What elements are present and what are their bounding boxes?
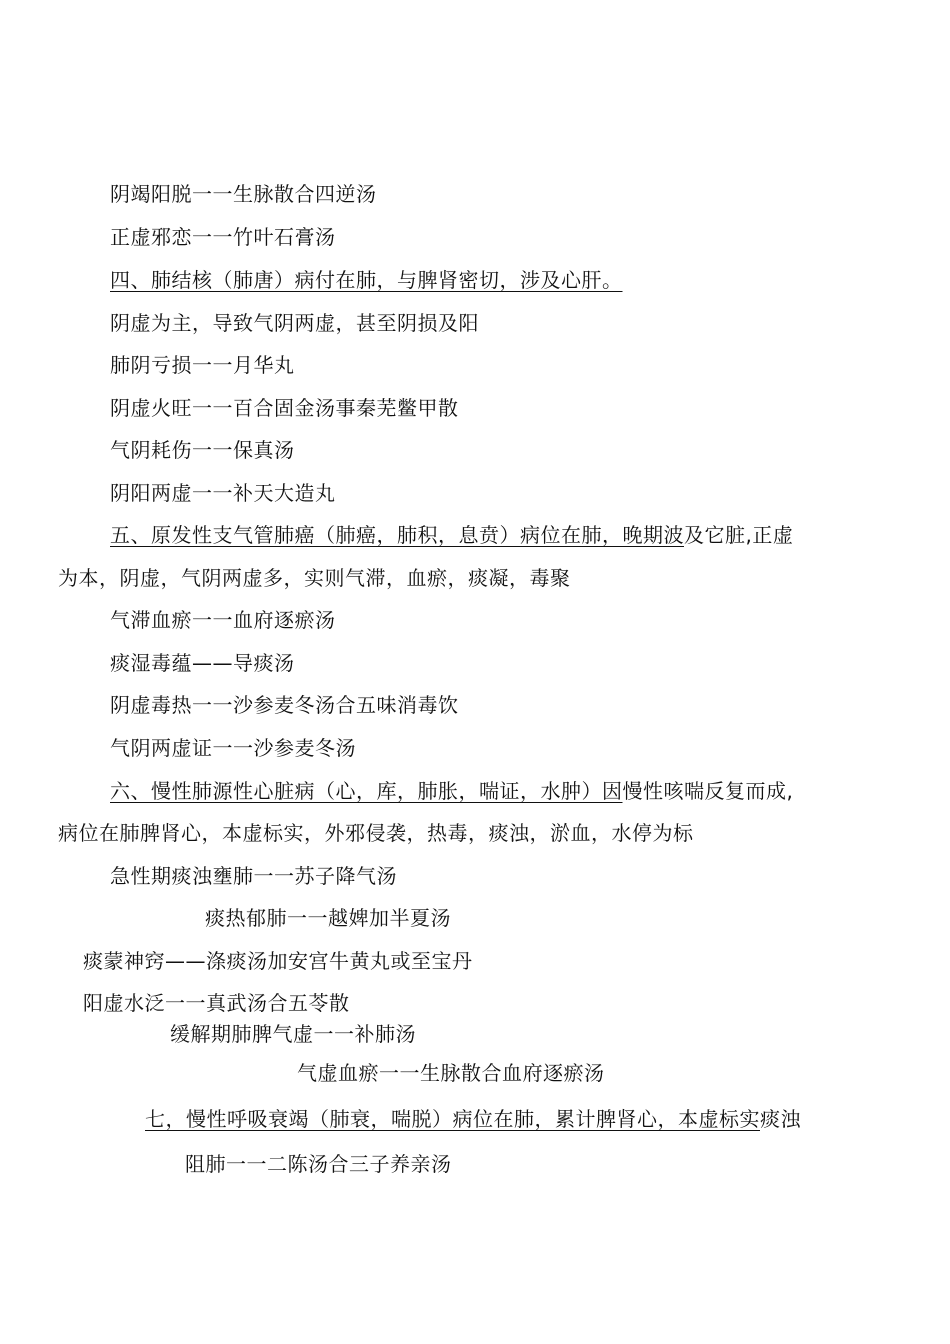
text-line: 急性期痰浊壅肺一一苏子降气汤 — [110, 864, 397, 888]
section-heading-4: 四、肺结核（肺唐）病付在肺，与脾肾密切，涉及心肝。 — [110, 268, 623, 292]
text-line: 气滞血瘀一一血府逐瘀汤 — [110, 608, 336, 632]
section-heading-7 — [145, 1107, 801, 1131]
text-line: 阻肺一一二陈汤合三子养亲汤 — [185, 1152, 452, 1176]
text-line: 肺阴亏损一一月华丸 — [110, 353, 295, 377]
text-line: 正虚邪恋一一竹叶石膏汤 — [110, 225, 336, 249]
text-line: 痰热郁肺一一越婢加半夏汤 — [205, 906, 451, 930]
text-line: 阴竭阳脱一一生脉散合四逆汤 — [110, 182, 377, 206]
section-heading-5-tail: 及它脏,正虚 — [684, 523, 794, 547]
text-line: 气虚血瘀一一生脉散合血府逐瘀汤 — [297, 1061, 605, 1085]
text-line: 气阴耗伤一一保真汤 — [110, 438, 295, 462]
text-line: 病位在肺脾肾心，本虚标实，外邪侵袭，热毒，痰浊，淤血，水停为标 — [58, 821, 694, 845]
text-line: 缓解期肺脾气虚一一补肺汤 — [170, 1022, 416, 1046]
text-line: 阴虚毒热一一沙参麦冬汤合五味消毒饮 — [110, 693, 459, 717]
text-line: 阴虚为主，导致气阴两虚，甚至阴损及阳 — [110, 311, 479, 335]
section-heading-5-underlined: 五、原发性支气管肺癌（肺癌，肺积，息贲）病位在肺，晚期波 — [110, 523, 684, 547]
section-heading-6-underlined: 六、慢性肺源性心脏病（心，库，肺胀，喘证，水肿）因 — [110, 779, 623, 803]
section-heading-6 — [110, 779, 793, 803]
text-line: 阳虚水泛一一真武汤合五苓散 — [83, 991, 350, 1015]
text-line: 痰湿毒蕴——导痰汤 — [110, 651, 295, 675]
section-heading-7-tail: 痰浊 — [760, 1107, 801, 1131]
text-line: 阴虚火旺一一百合固金汤事秦芜鳖甲散 — [110, 396, 459, 420]
text-line: 为本，阴虚，气阴两虚多，实则气滞，血瘀，痰凝，毒聚 — [58, 566, 571, 590]
section-heading-6-tail: 慢性咳喘反复而成, — [622, 779, 794, 803]
text-line: 痰蒙神窍——涤痰汤加安宫牛黄丸或至宝丹 — [83, 949, 473, 973]
text-line: 阴阳两虚一一补天大造丸 — [110, 481, 336, 505]
section-heading-5 — [110, 523, 793, 547]
text-line: 气阴两虚证一一沙参麦冬汤 — [110, 736, 356, 760]
section-heading-7-underlined: 七，慢性呼吸衰竭（肺衰，喘脱）病位在肺，累计脾肾心，本虚标实 — [145, 1107, 760, 1131]
